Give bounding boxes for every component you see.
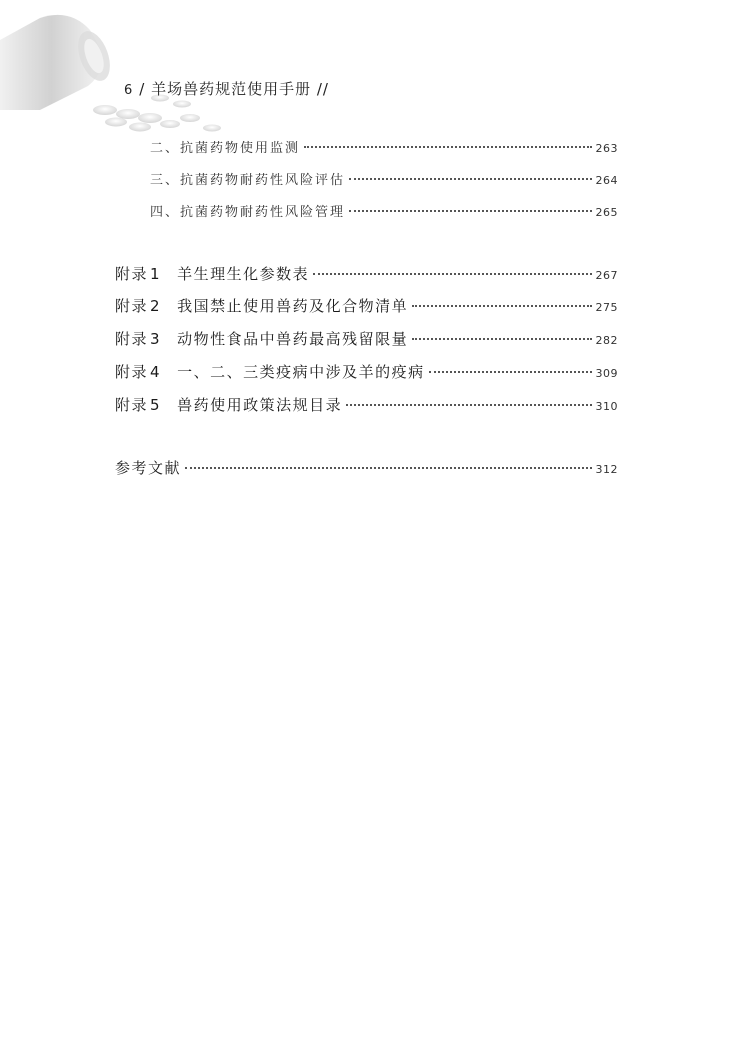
appendix-prefix: 附录 <box>115 265 149 283</box>
toc-entry-label: 参考文献 <box>115 459 182 477</box>
leader-dots <box>349 178 591 180</box>
appendix-prefix: 附录 <box>115 363 149 381</box>
toc-entry-label <box>115 394 342 415</box>
toc-appendix-row[interactable] <box>115 394 618 415</box>
toc-page-number: 312 <box>595 463 618 476</box>
toc-appendix-row[interactable] <box>115 361 618 382</box>
running-header <box>124 78 329 99</box>
toc-entry-label <box>115 361 425 382</box>
leader-dots <box>349 210 591 212</box>
leader-dots <box>304 146 591 148</box>
toc-entry-label <box>115 295 408 316</box>
leader-dots <box>313 273 591 275</box>
toc-appendix-row[interactable] <box>115 328 618 349</box>
appendix-title: 一、二、三类疫病中涉及羊的疫病 <box>177 363 425 381</box>
toc-page-number: 265 <box>595 206 618 219</box>
leader-dots <box>185 467 591 469</box>
toc-page-number: 282 <box>595 334 618 347</box>
header-book-title: / 羊场兽药规范使用手册 // <box>139 80 329 98</box>
toc-page-number: 263 <box>595 142 618 155</box>
toc-subsection-row[interactable] <box>150 201 618 220</box>
appendix-prefix: 附录 <box>115 297 149 315</box>
toc-entry-label <box>115 263 309 284</box>
toc-page-number: 309 <box>595 367 618 380</box>
leader-dots <box>429 371 592 373</box>
toc-page-number: 267 <box>595 269 618 282</box>
toc-subsection-row[interactable] <box>150 137 618 156</box>
toc-page-number: 264 <box>595 174 618 187</box>
appendix-number: 3 <box>150 330 162 348</box>
toc-entry-label: 四、抗菌药物耐药性风险管理 <box>150 205 346 220</box>
appendix-number: 5 <box>150 396 162 414</box>
toc-entry-label: 三、抗菌药物耐药性风险评估 <box>150 173 346 188</box>
toc-page-number: 275 <box>595 301 618 314</box>
appendix-title: 我国禁止使用兽药及化合物清单 <box>177 297 409 315</box>
appendix-prefix: 附录 <box>115 330 149 348</box>
appendix-number: 1 <box>150 265 162 283</box>
appendix-number: 4 <box>150 363 162 381</box>
appendix-title: 羊生理生化参数表 <box>177 265 310 283</box>
header-page-number: 6 <box>124 83 134 98</box>
appendix-prefix: 附录 <box>115 396 149 414</box>
toc-appendix-row[interactable] <box>115 295 618 316</box>
medicine-bottle-pills-icon <box>0 0 240 150</box>
appendix-title: 兽药使用政策法规目录 <box>177 396 343 414</box>
toc-entry-label <box>115 328 408 349</box>
appendix-title: 动物性食品中兽药最高残留限量 <box>177 330 409 348</box>
toc-subsection-row[interactable] <box>150 169 618 188</box>
leader-dots <box>412 305 591 307</box>
toc-entry-label: 二、抗菌药物使用监测 <box>150 141 301 156</box>
toc-references-row[interactable] <box>115 457 618 478</box>
leader-dots <box>412 338 591 340</box>
appendix-number: 2 <box>150 297 162 315</box>
toc-page-number: 310 <box>595 400 618 413</box>
leader-dots <box>346 404 591 406</box>
toc-appendix-row[interactable] <box>115 263 618 284</box>
